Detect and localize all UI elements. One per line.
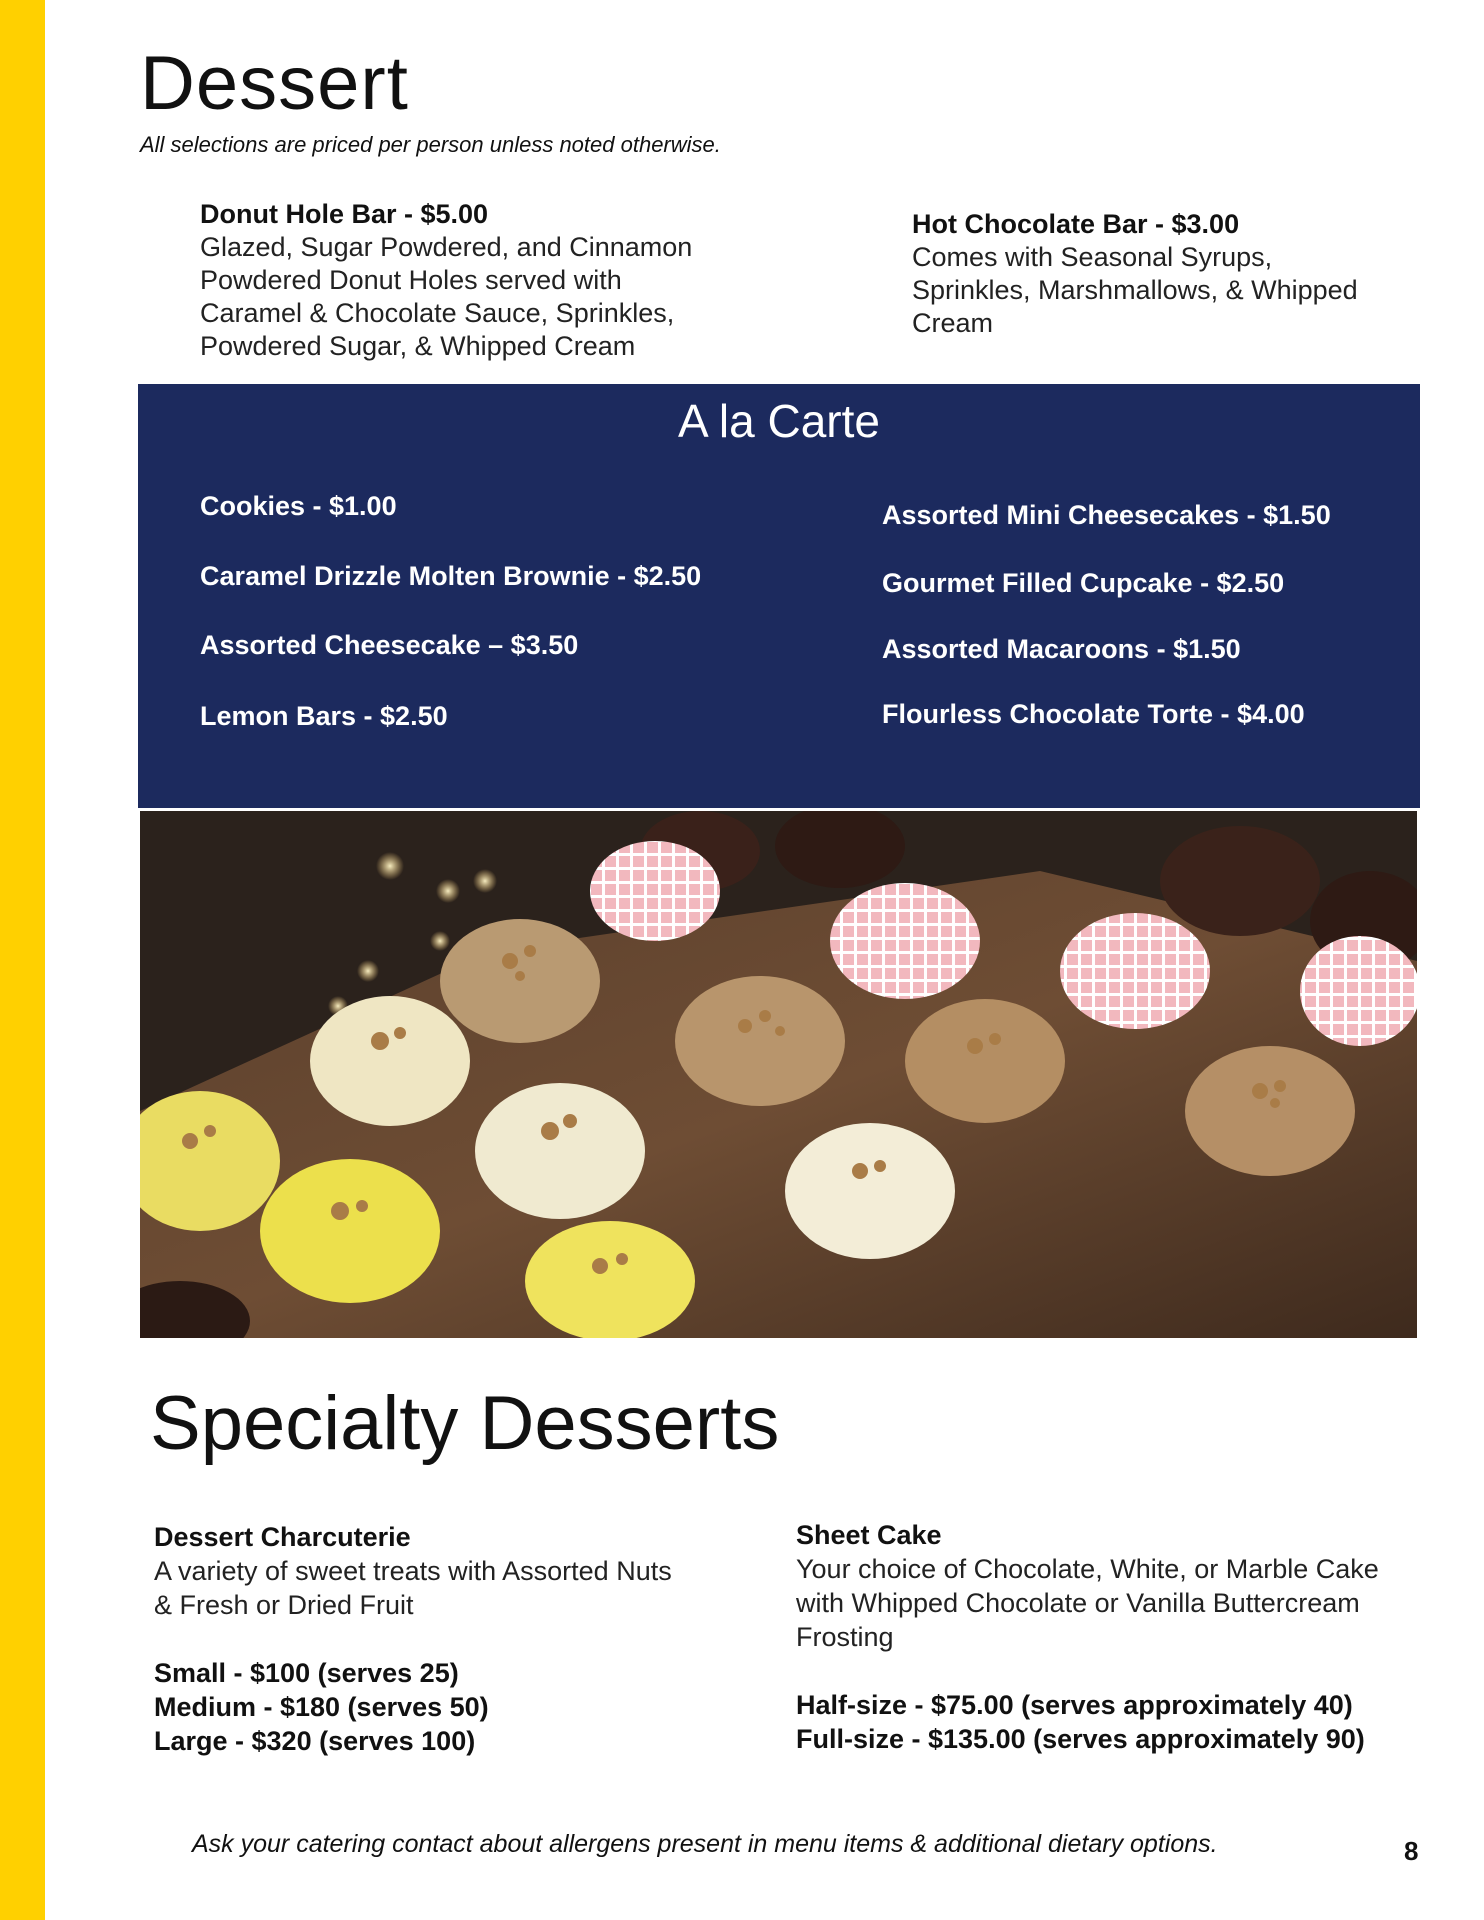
price-line: Full-size - $135.00 (serves approximately 90): [796, 1724, 1365, 1754]
price-line: Small - $100 (serves 25): [154, 1658, 459, 1688]
item-name: Dessert Charcuterie: [154, 1522, 411, 1552]
page-number: 8: [1404, 1836, 1419, 1866]
menu-item: Assorted Mini Cheesecakes - $1.50: [882, 500, 1331, 530]
page-title: Dessert: [140, 41, 409, 126]
item-description-line: Sprinkles, Marshmallows, & Whipped: [912, 275, 1358, 305]
item-description-line: Powdered Sugar, & Whipped Cream: [200, 331, 636, 361]
specialty-desserts-title: Specialty Desserts: [150, 1381, 780, 1466]
donut-hole-bar: [200, 198, 760, 363]
allergen-note: Ask your catering contact about allergens present in menu items & additional dietary options.: [192, 1830, 1218, 1858]
price-line: Half-size - $75.00 (serves approximately 40): [796, 1690, 1353, 1720]
menu-item: Assorted Cheesecake – $3.50: [200, 630, 579, 660]
item-description-line: Caramel & Chocolate Sauce, Sprinkles,: [200, 298, 675, 328]
menu-item: Caramel Drizzle Molten Brownie - $2.50: [200, 561, 702, 591]
menu-item: Gourmet Filled Cupcake - $2.50: [882, 568, 1285, 598]
item-description-line: & Fresh or Dried Fruit: [154, 1590, 414, 1620]
item-name: Donut Hole Bar - $5.00: [200, 199, 489, 229]
menu-item: Lemon Bars - $2.50: [200, 701, 448, 731]
item-description-line: Frosting: [796, 1622, 894, 1652]
item-description-line: Cream: [912, 308, 994, 338]
a-la-carte-title: A la Carte: [678, 395, 880, 447]
menu-item: Cookies - $1.00: [200, 491, 397, 521]
menu-item: Flourless Chocolate Torte - $4.00: [882, 699, 1305, 729]
pricing-note: All selections are priced per person unless noted otherwise.: [140, 132, 721, 157]
price-line: Large - $320 (serves 100): [154, 1726, 476, 1756]
item-name: Hot Chocolate Bar - $3.00: [912, 209, 1240, 239]
mini-cheesecakes-photo: [140, 811, 1417, 1338]
yellow-side-bar: [0, 0, 45, 1920]
sheet-cake: [796, 1518, 1436, 1756]
item-description-line: Glazed, Sugar Powdered, and Cinnamon: [200, 232, 693, 262]
item-description-line: A variety of sweet treats with Assorted Nuts: [154, 1556, 672, 1586]
item-description-line: Your choice of Chocolate, White, or Marble Cake: [796, 1554, 1379, 1584]
price-line: Medium - $180 (serves 50): [154, 1692, 489, 1722]
item-description-line: Powdered Donut Holes served with: [200, 265, 622, 295]
a-la-carte-panel: [138, 384, 1420, 808]
dessert-charcuterie: [154, 1520, 734, 1758]
hot-chocolate-bar: [912, 208, 1412, 340]
item-description-line: with Whipped Chocolate or Vanilla Buttercream: [796, 1588, 1360, 1618]
item-name: Sheet Cake: [796, 1520, 942, 1550]
menu-item: Assorted Macaroons - $1.50: [882, 634, 1241, 664]
item-description-line: Comes with Seasonal Syrups,: [912, 242, 1273, 272]
